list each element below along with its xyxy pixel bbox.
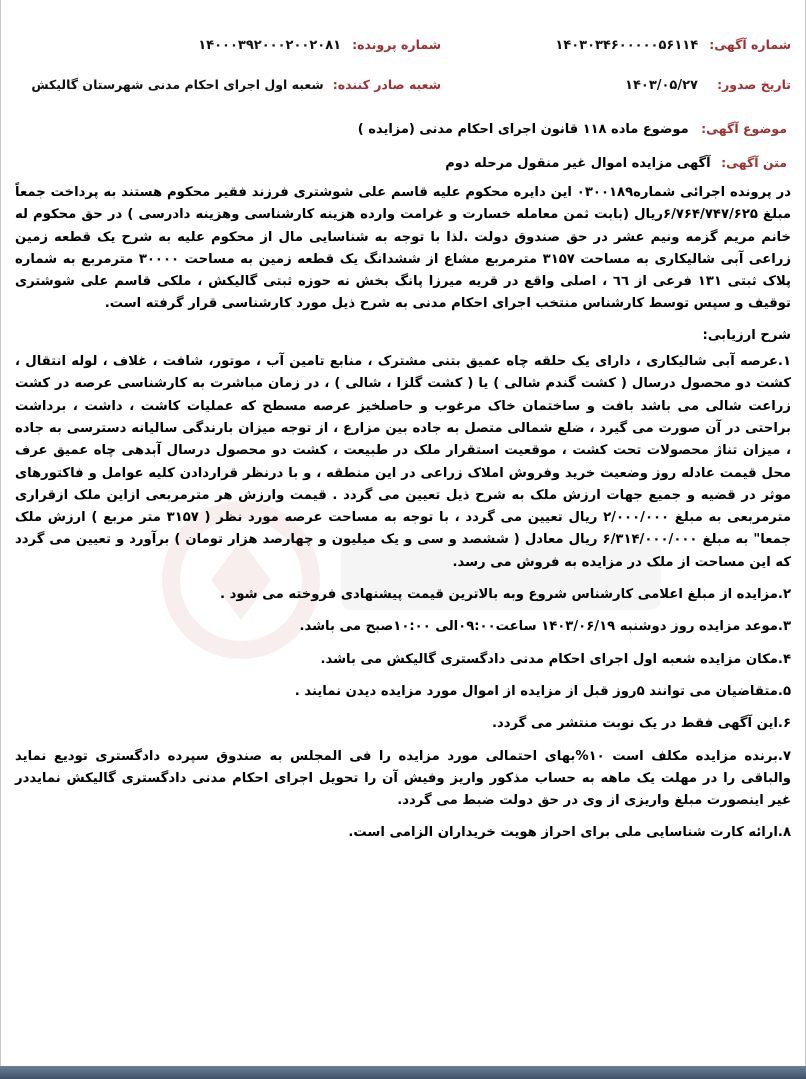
list-item: ۴.مکان مزایده شعبه اول اجرای احکام مدنی دادگستری گالیکش می باشد.: [320, 651, 791, 667]
file-number-label: شماره پرونده:: [352, 37, 441, 52]
notice-text-label: متن آگهی:: [721, 155, 787, 170]
subject-row: [358, 121, 787, 137]
notice-text-value: آگهی مزایده اموال غیر منقول مرحله دوم: [445, 156, 711, 171]
issue-date-label: تاریخ صدور:: [717, 77, 791, 92]
list-item: ۵.متقاضیان می توانند ۵روز قبل از مزایده از اموال مورد مزایده دیدن نمایند .: [294, 683, 791, 699]
issue-date-row: [625, 74, 791, 93]
notice-number-value: ۱۴۰۳۰۳۴۶۰۰۰۰۰۵۶۱۱۴: [555, 38, 699, 53]
list-item: ۸.ارائه کارت شناسایی ملی برای احراز هویت خریداران الزامی است.: [348, 825, 791, 841]
issuer-row: [31, 74, 441, 93]
list-item: ۶.این آگهی فقط در یک نوبت منتشر می گردد.: [491, 716, 791, 732]
issue-date-value: ۱۴۰۳/۰۵/۲۷: [625, 78, 698, 93]
issuer-value: شعبه اول اجرای احکام مدنی شهرستان گالیکش: [31, 77, 324, 92]
intro-paragraph: در پرونده اجرائی شماره۰۳۰۰۱۸۹ این دایره محکوم علیه قاسم علی شوشتری فرزند فقیر محکوم هستند به پرداخت جمعاً مبلغ ۶/۷۶۴/۷۴۷/۶۲۵ریال (بابت ثمن معامله خسارت و غرامت وارده هزینه کارشناسی وهزینه دادرسی ) در حق محکوم له خانم مریم گزمه ونیم عشر در حق صندوق دولت .لذا با توجه به شناسایی مال از محکوم علیه به شرح یک قطعه زمین زراعی آبی شالیکاری به مساحت ۳۱۵۷ مترمربع مشاع از ششدانگ یک قطعه زمین به مساحت ۳۰۰۰۰ مترمربع به شماره پلاک ثبتی ۱۳۱ فرعی از ٦٦ ، اصلی واقع در قریه میرزا پانگ بخش نه حوزه ثبتی گالیکش ، ملکی قاسم علی شوشتری توقیف و سپس توسط کارشناس منتخب اجرای احکام مدنی به شرح ذیل مورد کارشناسی قرار گرفته است.: [15, 185, 792, 312]
notice-body: [15, 182, 791, 845]
appraisal-paragraph: ۱.عرصه آبی شالیکاری ، دارای یک حلقه چاه عمیق بتنی مشترک ، منابع تامین آب ، موتور، شافت ، غلاف ، لوله انتقال ، کشت دو محصول درسال ( کشت گندم شالی ) یا ( کشت گلزا ، شالی ) ، در زمان مباشرت به کارشناسی عرصه در کشت زراعت شالی می باشد بافت و ساختمان خاک مرغوب و حاصلخیز عرصه مسطح که عملیات کاشت ، داشت ، برداشت براحتی در آن صورت می گیرد ، ضلع شمالی متصل به جاده بین مزارع ، از توجه میزان بارندگی سالیانه دسترسی به جاده ، میزان تناژ محصولات تحت کشت ، موقعیت استقرار ملک در طبیعت ، کشت دو محصول درسال آبدهی چاه عمیق عرف محل قیمت عادله روز وضعیت خرید وفروش املاک زراعی در این منطقه ، و با درنظر قراردادن کلیه عوامل و فاکتورهای موثر در قضیه و جمیع جهات ارزش ملک به شرح ذیل تعیین می گردد . قیمت وارزش هر مترمربعی ازاین ملک ازقراری مترمربعی به مبلغ ۲/۰۰۰/۰۰۰ ریال تعیین می گردد ، با توجه به مساحت عرصه مورد نظر ( ۳۱۵۷ متر مربع ) ارزش ملک جمعا" به مبلغ ۶/۳۱۴/۰۰۰/۰۰۰ ریال معادل ( ششصد و سی و یک میلیون و چهارصد هزار تومان ) برآورد و تعیین می گردد که این مساحت از ملک در مزایده به فروش می رسد.: [15, 354, 791, 570]
list-item: ۳.موعد مزایده روز دوشنبه ۱۴۰۳/۰۶/۱۹ ساعت۰۹:۰۰الی ۱۰:۰۰صبح می باشد.: [299, 619, 791, 635]
notice-number-row: [555, 34, 791, 53]
bottom-bar: [0, 1066, 806, 1079]
subject-value: موضوع ماده ۱۱۸ قانون اجرای احکام مدنی (مزایده ): [357, 122, 689, 137]
issuer-label: شعبه صادر کننده:: [332, 77, 441, 92]
file-number-row: [198, 34, 441, 53]
notice-number-label: شماره آگهی:: [709, 37, 791, 52]
notice-text-row: [445, 155, 787, 171]
list-item: ۲.مزایده از مبلغ اعلامی کارشناس شروع وبه بالاترین قیمت پیشنهادی فروخته می شود .: [220, 587, 791, 603]
file-number-value: ۱۴۰۰۰۳۹۲۰۰۰۲۰۰۲۰۸۱: [198, 38, 342, 53]
list-item: ۷.برنده مزایده مکلف است ۱۰%بهای احتمالی مورد مزایده را فی المجلس به صندوق سپرده دادگستری توديع نمايد والباقی را در مهلت یک ماهه به حساب مذکور واریز وفیش آن را تحویل اجرای احکام مدنی دادگستری گالیکش نمایددر غیر اینصورت مبلغ واریزی از وی در حق دولت ضبط می گردد.: [15, 748, 791, 809]
appraisal-title: شرح ارزیابی:: [702, 327, 791, 343]
subject-label: موضوع آگهی:: [701, 121, 787, 136]
